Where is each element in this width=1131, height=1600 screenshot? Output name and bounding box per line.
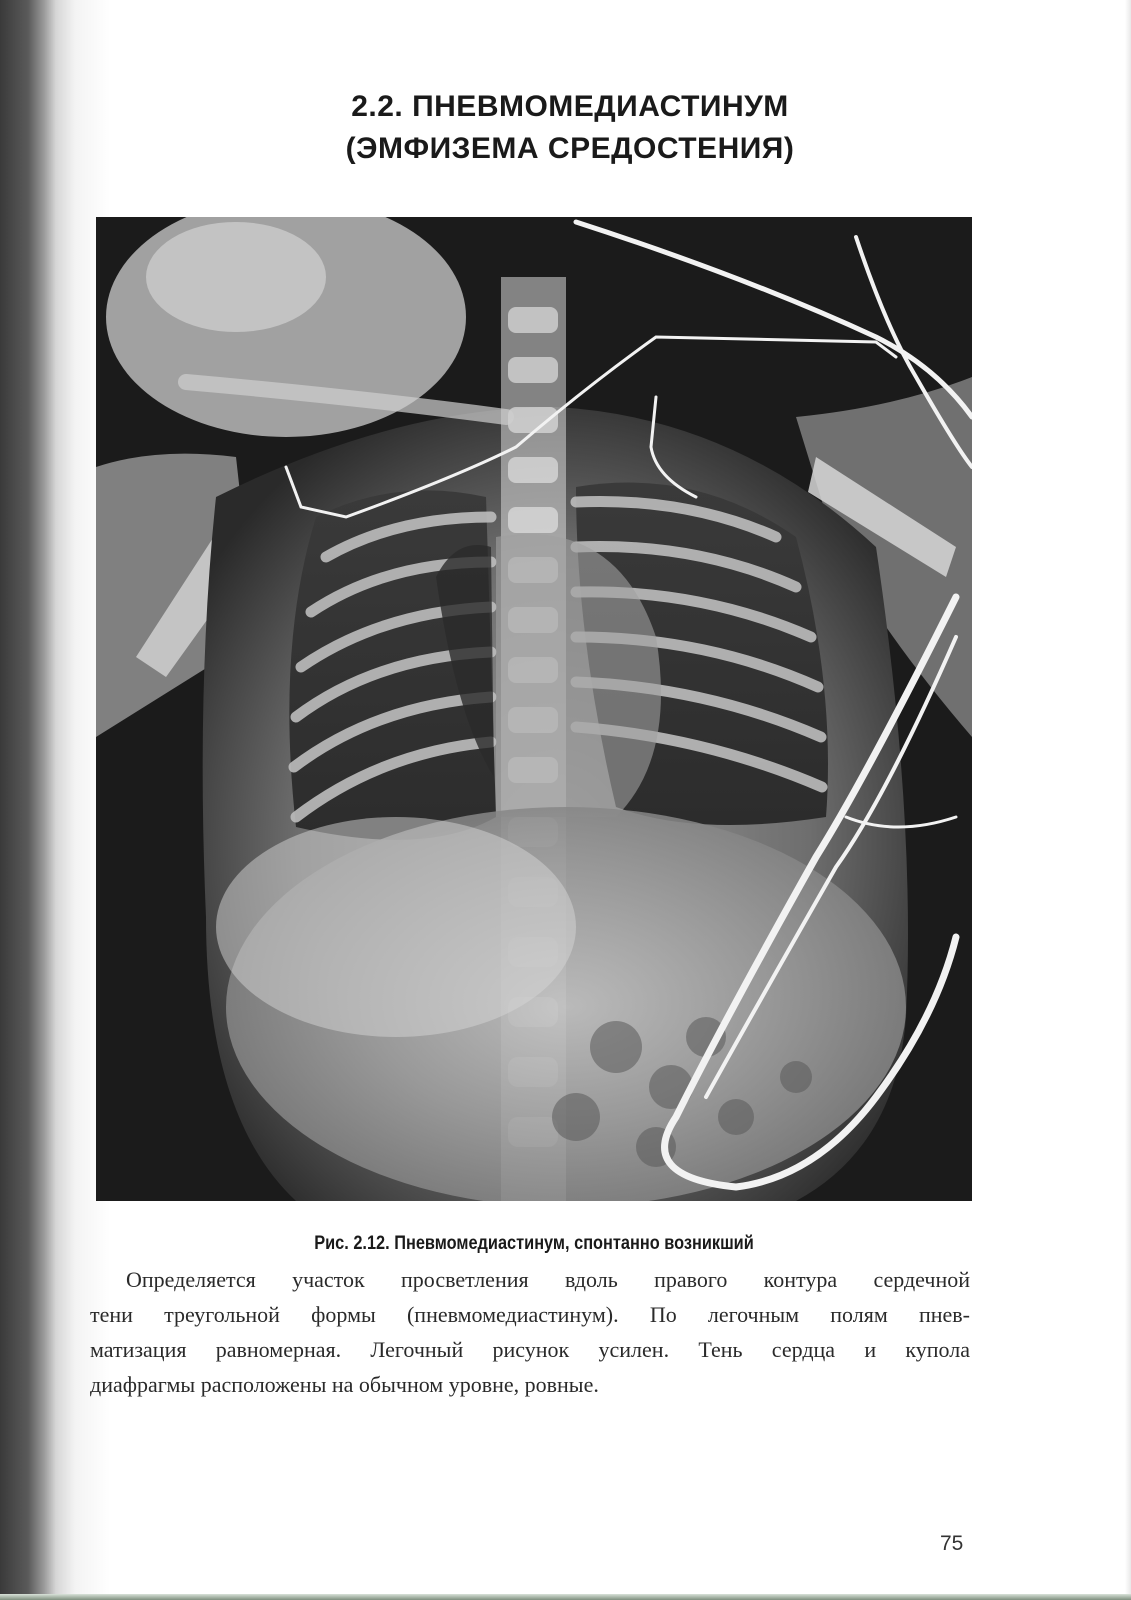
section-title <box>200 86 940 170</box>
liver-shadow <box>216 817 576 1037</box>
page-edge <box>1125 0 1131 1600</box>
body-line-2: тени треугольной формы (пневмомедиастинум). По легочным полям пнев- <box>90 1302 970 1327</box>
page-number: 75 <box>940 1532 964 1555</box>
section-title-line-2: (ЭМФИЗЕМА СРЕДОСТЕНИЯ) <box>345 132 795 165</box>
xray-figure <box>96 217 972 1201</box>
body-line-1: Определяется участок просветления вдоль правого контура сердечной <box>126 1267 970 1292</box>
body-paragraph <box>90 1262 970 1402</box>
section-title-line-1: 2.2. ПНЕВМОМЕДИАСТИНУМ <box>351 90 789 123</box>
figure-caption: Рис. 2.12. Пневмомедиастинум, спонтанно возникший <box>314 1233 754 1254</box>
xray-image <box>96 217 972 1201</box>
bottom-edge <box>0 1594 1131 1600</box>
body-line-4: диафрагмы расположены на обычном уровне, ровные. <box>90 1372 599 1397</box>
body-line-3: матизация равномерная. Легочный рисунок усилен. Тень сердца и купола <box>90 1337 970 1362</box>
head-highlight <box>146 222 326 332</box>
